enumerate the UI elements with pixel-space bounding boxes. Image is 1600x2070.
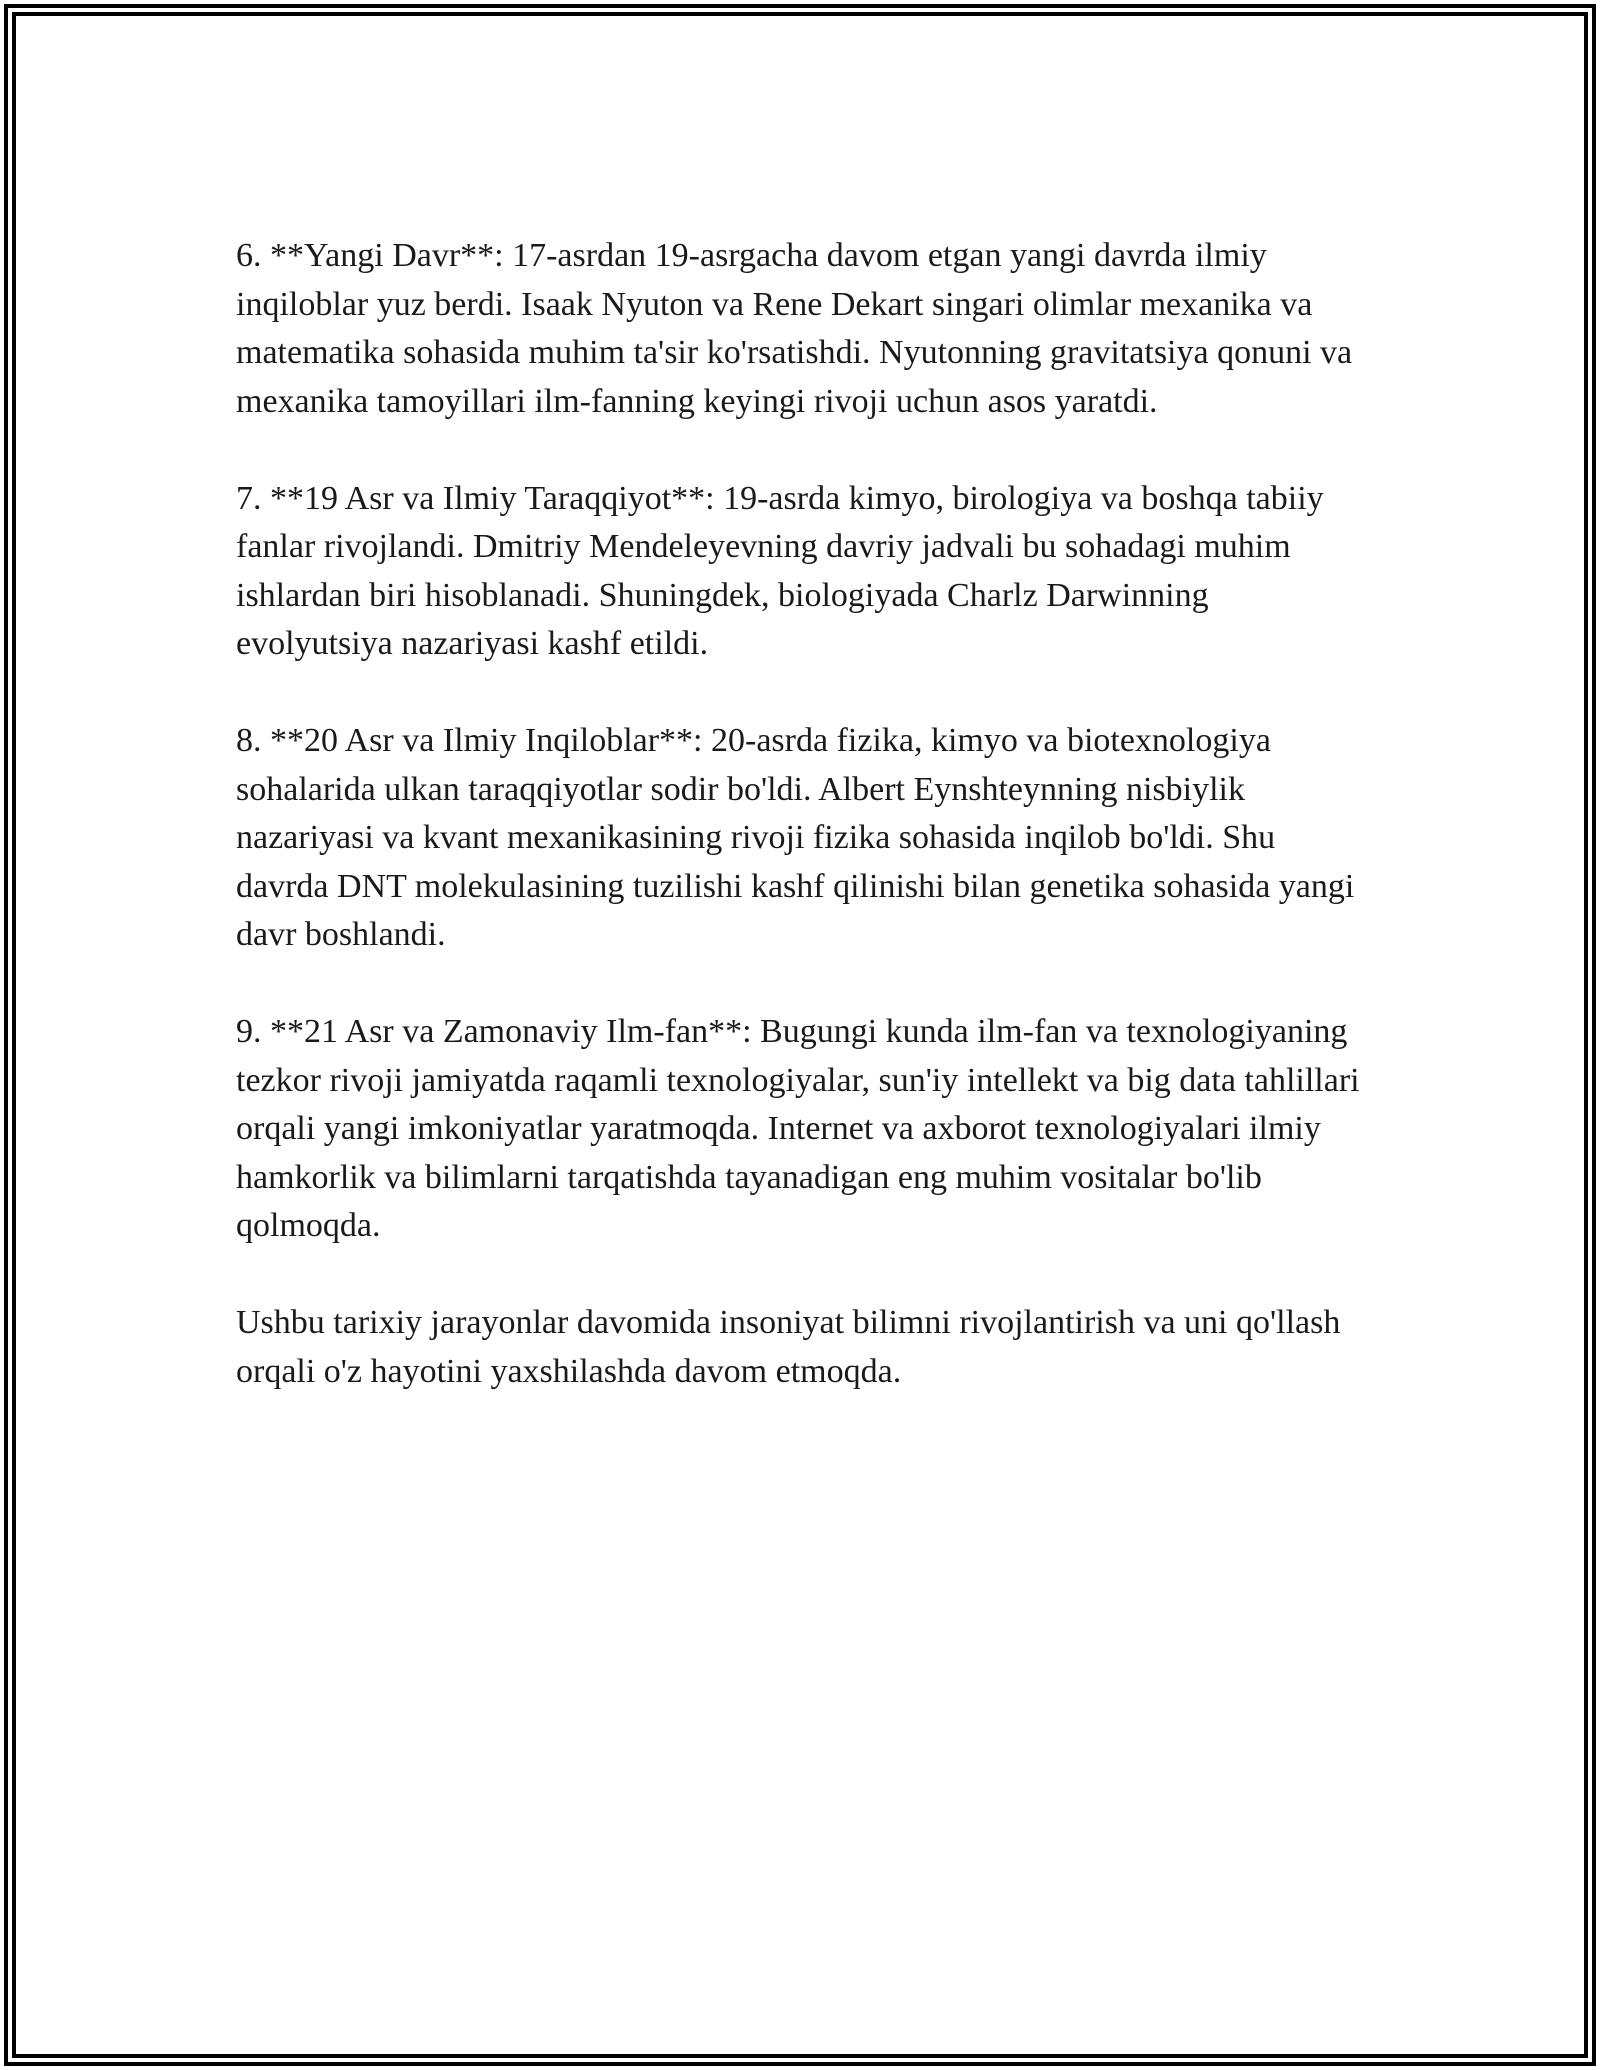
paragraph-21-asr: 9. **21 Asr va Zamonaviy Ilm-fan**: Bugungi kunda ilm-fan va texnologiyaning tezkor rivoji jamiyatda raqamli texnologiyalar, sun'iy intellekt va big data tahlillari orqali yangi imkoniyatlar yaratmoqda. Internet va axborot texnologiyalari ilmiy hamkorlik va bilimlarni tarqatishda tayanadigan eng muhim vositalar bo'lib qolmoqda.: [236, 1013, 1360, 1244]
paragraph-19-asr: 7. **19 Asr va Ilmiy Taraqqiyot**: 19-asrda kimyo, birologiya va boshqa tabiiy fanlar rivojlandi. Dmitriy Mendeleyevning davriy jadvali bu sohadagi muhim ishlardan biri hisoblanadi. Shuningdek, biologiyada Charlz Darwinning evolyutsiya nazariyasi kashf etildi.: [236, 479, 1324, 662]
document-body: [236, 232, 1366, 1445]
paragraph-20-asr: 8. **20 Asr va Ilmiy Inqiloblar**: 20-asrda fizika, kimyo va biotexnologiya sohalarida ulkan taraqqiyotlar sodir bo'ldi. Albert Eynshteynning nisbiylik nazariyasi va kvant mexanikasining rivoji fizika sohasida inqilob bo'ldi. Shu davrda DNT molekulasining tuzilishi kashf qilinishi bilan genetika sohasida yangi davr boshlandi.: [236, 722, 1355, 953]
paragraph-yangi-davr: 6. **Yangi Davr**: 17-asrdan 19-asrgacha davom etgan yangi davrda ilmiy inqiloblar yuz berdi. Isaak Nyuton va Rene Dekart singari olimlar mexanika va matematika sohasida muhim ta'sir ko'rsatishdi. Nyutonning gravitatsiya qonuni va mexanika tamoyillari ilm-fanning keyingi rivoji uchun asos yaratdi.: [236, 237, 1353, 420]
paragraph-conclusion: Ushbu tarixiy jarayonlar davomida insoniyat bilimni rivojlantirish va uni qo'llash orqali o'z hayotini yaxshilashda davom etmoqda.: [236, 1304, 1341, 1390]
